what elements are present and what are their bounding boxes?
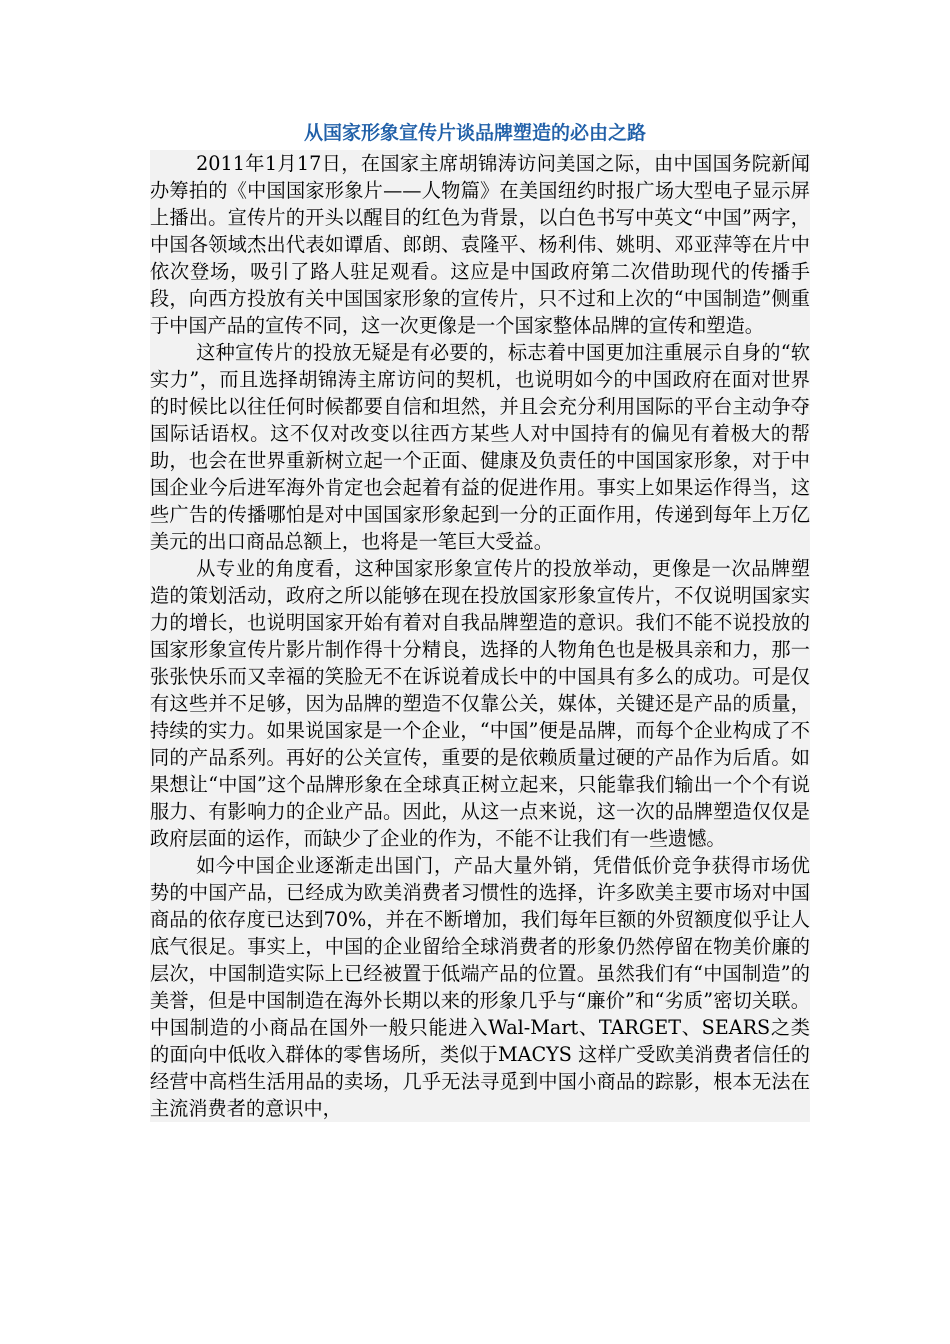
document-title: 从国家形象宣传片谈品牌塑造的必由之路 xyxy=(303,122,646,144)
document-body xyxy=(150,150,810,1122)
paragraph-1: 2011年1月17日，在国家主席胡锦涛访问美国之际，由中国国务院新闻办筹拍的《中国国家形象片——人物篇》在美国纽约时报广场大型电子显示屏上播出。宣传片的开头以醒目的红色为背景，以白色书写中英文“中国”两字，中国各领域杰出代表如谭盾、郎朗、袁隆平、杨利伟、姚明、邓亚萍等在片中依次登场，吸引了路人驻足观看。这应是中国政府第二次借助现代的传播手段，向西方投放有关中国国家形象的宣传片，只不过和上次的“中国制造”侧重于中国产品的宣传不同，这一次更像是一个国家整体品牌的宣传和塑造。 xyxy=(150,152,810,337)
paragraph-2: 这种宣传片的投放无疑是有必要的，标志着中国更加注重展示自身的“软实力”，而且选择胡锦涛主席访问的契机，也说明如今的中国政府在面对世界的时候比以往任何时候都要自信和坦然，并且会充分利用国际的平台主动争夺国际话语权。这不仅对改变以往西方某些人对中国持有的偏见有着极大的帮助，也会在世界重新树立起一个正面、健康及负责任的中国国家形象，对于中国企业今后进军海外肯定也会起着有益的促进作用。事实上如果运作得当，这些广告的传播哪怕是对中国国家形象起到一分的正面作用，传递到每年上万亿美元的出口商品总额上，也将是一笔巨大受益。 xyxy=(150,341,810,553)
paragraph-3: 从专业的角度看，这种国家形象宣传片的投放举动，更像是一次品牌塑造的策划活动，政府之所以能够在现在投放国家形象宣传片，不仅说明国家实力的增长，也说明国家开始有着对自我品牌塑造的意识。我们不能不说投放的国家形象宣传片影片制作得十分精良，选择的人物角色也是极具亲和力，那一张张快乐而又幸福的笑脸无不在诉说着成长中的中国具有多么的成功。可是仅有这些并不足够，因为品牌的塑造不仅靠公关，媒体，关键还是产品的质量，持续的实力。如果说国家是一个企业，“中国”便是品牌，而每个企业构成了不同的产品系列。再好的公关宣传，重要的是依赖质量过硬的产品作为后盾。如果想让“中国”这个品牌形象在全球真正树立起来，只能靠我们输出一个个有说服力、有影响力的企业产品。因此，从这一点来说，这一次的品牌塑造仅仅是政府层面的运作，而缺少了企业的作为，不能不让我们有一些遗憾。 xyxy=(150,557,810,850)
paragraph-4: 如今中国企业逐渐走出国门，产品大量外销，凭借低价竞争获得市场优势的中国产品，已经成为欧美消费者习惯性的选择，许多欧美主要市场对中国商品的依存度已达到70%，并在不断增加，我们每年巨额的外贸额度似乎让人底气很足。事实上，中国的企业留给全球消费者的形象仍然停留在物美价廉的层次，中国制造实际上已经被置于低端产品的位置。虽然我们有“中国制造”的美誉，但是中国制造在海外长期以来的形象几乎与“廉价”和“劣质”密切关联。中国制造的小商品在国外一般只能进入Wal-Mart、TARGET、SEARS之类的面向中低收入群体的零售场所，类似于MACYS 这样广受欧美消费者信任的经营中高档生活用品的卖场，几乎无法寻觅到中国小商品的踪影，根本无法在主流消费者的意识中， xyxy=(150,854,810,1120)
